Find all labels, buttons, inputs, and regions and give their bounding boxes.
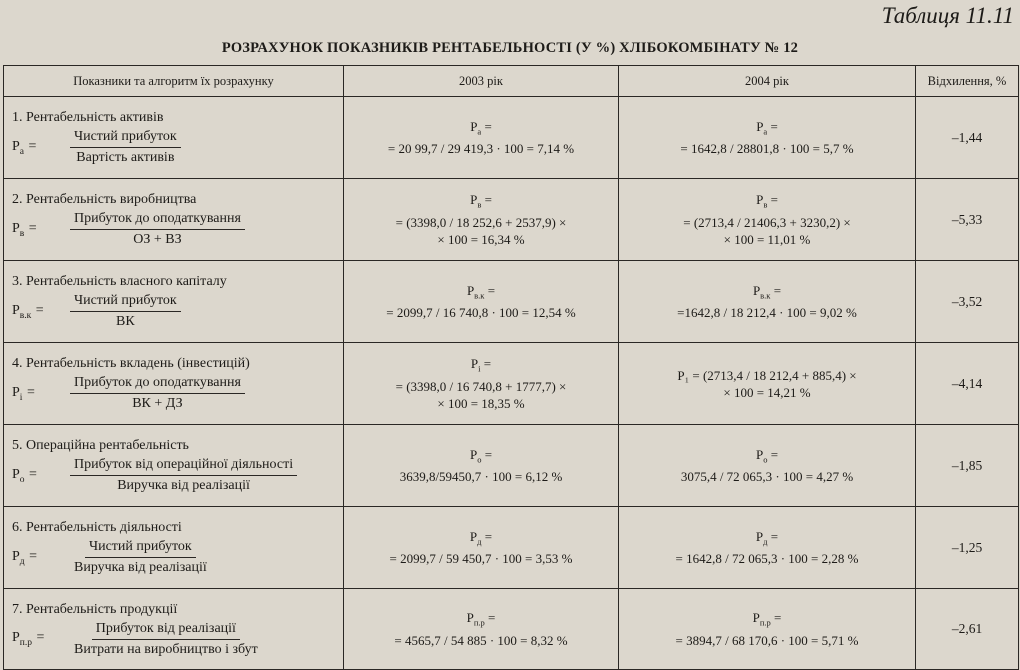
indicator-formula [12, 293, 343, 330]
table-row [4, 425, 1019, 507]
formula-symbol: $Р_і$ = [12, 384, 35, 403]
formula-fraction [70, 621, 262, 658]
indicator-title: 4. Рентабельність вкладень (інвестицій) [12, 356, 250, 371]
formula-denominator: ВК + ДЗ [132, 396, 183, 411]
table-row [4, 589, 1019, 670]
table-number: Таблиця 11.11 [881, 3, 1014, 28]
calc-symbol: $Р_д$ = [469, 528, 493, 547]
indicator-cell [4, 261, 344, 343]
formula-numerator: Прибуток до оподаткування [70, 375, 245, 394]
formula-symbol: $Р_а$ = [12, 138, 37, 157]
calc-2003-cell [344, 179, 619, 261]
formula-symbol: $Р_о$ = [12, 466, 37, 485]
indicator-formula [12, 375, 343, 412]
calc-line: = (2713,4 / 21406,3 + 3230,2) × [683, 214, 851, 230]
calc-symbol: $Р_в$ = [756, 192, 778, 210]
indicator-title: 3. Рентабельність власного капіталу [12, 274, 227, 289]
formula-denominator: ОЗ + ВЗ [133, 232, 182, 247]
formula-fraction [70, 293, 181, 330]
table-row [4, 507, 1019, 589]
table-title: РОЗРАХУНОК ПОКАЗНИКІВ РЕНТАБЕЛЬНОСТІ (У %) ХЛІБОКОМБІНАТУ № 12 [221, 40, 799, 56]
deviation-cell: –5,33 [916, 179, 1019, 261]
indicator-cell [4, 343, 344, 425]
formula-fraction [70, 375, 245, 412]
formula-fraction [70, 211, 245, 248]
calc-line: Р₁ = (2713,4 / 18 212,4 + 885,4) × [677, 367, 857, 383]
table-row [4, 261, 1019, 343]
calc-2003-cell [344, 97, 619, 179]
calc-symbol: $Р_{в.к}$ = [466, 282, 496, 301]
indicator-cell [4, 425, 344, 507]
calc-symbol: $Р_о$ = [755, 446, 779, 465]
calc-2004-cell [619, 261, 916, 343]
calc-line: × 100 = 11,01 % [723, 231, 811, 247]
indicator-cell [4, 179, 344, 261]
table-row [4, 343, 1019, 425]
formula-denominator: Витрати на виробництво і збут [74, 641, 258, 657]
indicator-title: 6. Рентабельність діяльності [12, 520, 182, 535]
calc-2004-cell [619, 179, 916, 261]
indicator-title: 7. Рентабельність продукції [12, 601, 178, 617]
calc-2004-cell [619, 425, 916, 507]
deviation-cell: –4,14 [916, 343, 1019, 425]
indicator-cell [4, 97, 344, 179]
deviation-cell: –2,61 [916, 589, 1019, 670]
calc-line: × 100 = 16,34 % [437, 231, 525, 247]
table-row [4, 179, 1019, 261]
formula-numerator: Прибуток від операційної діяльності [70, 457, 297, 476]
calc-line: = 2099,7 / 16 740,8 · 100 = 12,54 % [386, 305, 576, 321]
calc-2003-cell [344, 589, 619, 670]
calc-2003-cell [344, 507, 619, 589]
formula-denominator: Виручка від реалізації [74, 560, 207, 575]
indicator-formula [12, 129, 343, 166]
formula-numerator: Чистий прибуток [85, 539, 196, 558]
calc-line: = 2099,7 / 59 450,7 · 100 = 3,53 % [389, 551, 573, 567]
indicator-formula [12, 621, 343, 658]
calc-symbol: $Р_і$ = [470, 356, 492, 374]
calc-line: 3639,8/59450,7 · 100 = 6,12 % [399, 469, 563, 485]
calc-line: = 1642,8 / 72 065,3 · 100 = 2,28 % [675, 551, 859, 567]
calc-line: = (3398,0 / 18 252,6 + 2537,9) × [395, 214, 567, 230]
calc-symbol: $Р_{в.к}$ = [752, 282, 782, 301]
calc-2003-cell [344, 343, 619, 425]
calc-symbol: $Р_в$ = [470, 192, 492, 210]
indicator-title: 1. Рентабельність активів [12, 110, 164, 125]
formula-symbol: $Р_в$ = [12, 220, 37, 239]
formula-denominator: Вартість активів [76, 150, 175, 165]
formula-symbol: $Р_д$ = [12, 548, 38, 567]
deviation-cell: –1,25 [916, 507, 1019, 589]
calc-line: =1642,8 / 18 212,4 · 100 = 9,02 % [677, 305, 857, 321]
calc-2004-cell [619, 589, 916, 670]
formula-numerator: Прибуток до оподаткування [70, 211, 245, 230]
indicator-title: 5. Операційна рентабельність [12, 438, 189, 453]
formula-symbol: $Р_{п.р}$ = [12, 630, 45, 648]
header-2003: 2003 рік [344, 66, 619, 97]
calc-line: = 4565,7 / 54 885 · 100 = 8,32 % [394, 632, 568, 648]
calc-line: = 1642,8 / 28801,8 · 100 = 5,7 % [680, 141, 854, 157]
deviation-cell: –3,52 [916, 261, 1019, 343]
calc-line: = (3398,0 / 16 740,8 + 1777,7) × [395, 378, 567, 394]
formula-symbol: $Р_{в.к}$ = [12, 302, 44, 321]
deviation-cell: –1,85 [916, 425, 1019, 507]
header-indicator: Показники та алгоритм їх розрахунку [4, 66, 344, 97]
formula-numerator: Прибуток від реалізації [92, 621, 240, 640]
indicator-cell [4, 507, 344, 589]
calc-symbol: $Р_д$ = [755, 528, 779, 547]
calc-symbol: $Р_а$ = [756, 118, 778, 137]
indicator-title: 2. Рентабельність виробництва [12, 192, 197, 207]
calc-2004-cell [619, 507, 916, 589]
calc-2003-cell [344, 425, 619, 507]
calc-line: = 3894,7 / 68 170,6 · 100 = 5,71 % [675, 632, 859, 648]
calc-2003-cell [344, 261, 619, 343]
profitability-table [3, 65, 1019, 670]
calc-line: = 20 99,7 / 29 419,3 · 100 = 7,14 % [387, 141, 575, 157]
formula-fraction [70, 457, 297, 494]
header-row [4, 66, 1019, 97]
calc-symbol: $Р_{п.р}$ = [752, 610, 782, 628]
calc-symbol: $Р_{п.р}$ = [466, 610, 496, 628]
formula-fraction [70, 539, 211, 576]
calc-line: × 100 = 14,21 % [723, 384, 811, 400]
formula-numerator: Чистий прибуток [70, 293, 181, 312]
indicator-formula [12, 211, 343, 248]
calc-2004-cell [619, 343, 916, 425]
indicator-formula [12, 539, 343, 576]
deviation-cell: –1,44 [916, 97, 1019, 179]
header-deviation: Відхилення, % [916, 66, 1019, 97]
calc-line: 3075,4 / 72 065,3 · 100 = 4,27 % [680, 469, 854, 485]
table-row [4, 97, 1019, 179]
calc-symbol: $Р_о$ = [469, 446, 493, 465]
calc-2004-cell [619, 97, 916, 179]
indicator-formula [12, 457, 343, 494]
calc-symbol: $Р_а$ = [470, 118, 492, 137]
calc-line: × 100 = 18,35 % [437, 395, 525, 411]
formula-denominator: ВК [116, 314, 135, 329]
formula-denominator: Виручка від реалізації [117, 478, 250, 493]
formula-numerator: Чистий прибуток [70, 129, 181, 148]
formula-fraction [70, 129, 181, 166]
indicator-cell [4, 589, 344, 670]
header-2004: 2004 рік [619, 66, 916, 97]
